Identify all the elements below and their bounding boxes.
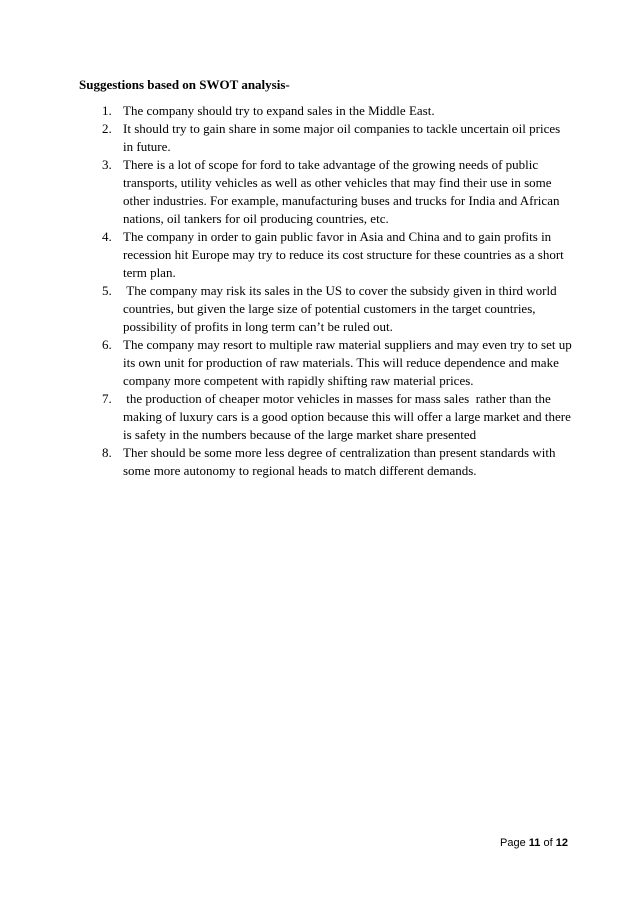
list-item: [102, 444, 572, 480]
page-number: 11: [528, 837, 541, 849]
list-item-number: 1.: [102, 103, 112, 118]
page-footer: [478, 836, 568, 850]
list-item-text: It should try to gain share in some major oil companies to tackle uncertain oil prices in future.: [123, 121, 561, 154]
list-item-number: 3.: [102, 157, 112, 172]
list-item: [102, 390, 575, 444]
list-item-number: 6.: [102, 337, 112, 352]
list-item-text: the production of cheaper motor vehicles in masses for mass sales rather than the making of luxury cars is a good option because this will offer a large market and there is safety in the numbers because of the large market share presented: [123, 391, 575, 442]
list-item: [102, 120, 572, 156]
list-item-text: The company may resort to multiple raw material suppliers and may even try to set up its own unit for production of raw materials. This will reduce dependence and make company more competent with rapidly shifting raw material prices.: [123, 337, 572, 388]
list-item-text: The company may risk its sales in the US to cover the subsidy given in third world countries, but given the large size of potential customers in the target countries, possibility of profits in long term can’t be ruled out.: [123, 283, 560, 334]
list-item: [102, 156, 572, 228]
list-item: [102, 102, 572, 120]
list-item-number: 2.: [102, 121, 112, 136]
list-item-text: The company in order to gain public favor in Asia and China and to gain profits in recession hit Europe may try to reduce its cost structure for these countries as a short term plan.: [123, 229, 564, 280]
of-label: of: [543, 837, 553, 849]
list-item-number: 4.: [102, 229, 112, 244]
section-heading: Suggestions based on SWOT analysis-: [79, 77, 290, 92]
list-item-text: The company should try to expand sales in the Middle East.: [123, 103, 435, 118]
list-item: [102, 336, 572, 390]
page-label: Page: [500, 837, 526, 849]
list-item-number: 5.: [102, 283, 112, 298]
list-item-text: Ther should be some more less degree of centralization than present standards with some more autonomy to regional heads to match different demands.: [123, 445, 556, 478]
suggestions-list: [102, 102, 575, 480]
list-item: [102, 228, 572, 282]
total-pages: 12: [555, 837, 568, 849]
list-item-text: There is a lot of scope for ford to take advantage of the growing needs of public transports, utility vehicles as well as other vehicles that may find their use in some other industries. For example, manufacturing buses and trucks for India and African nations, oil tankers for oil producing countries, etc.: [123, 157, 560, 226]
list-item-number: 7.: [102, 391, 112, 406]
list-item-number: 8.: [102, 445, 112, 460]
list-item: [102, 282, 572, 336]
